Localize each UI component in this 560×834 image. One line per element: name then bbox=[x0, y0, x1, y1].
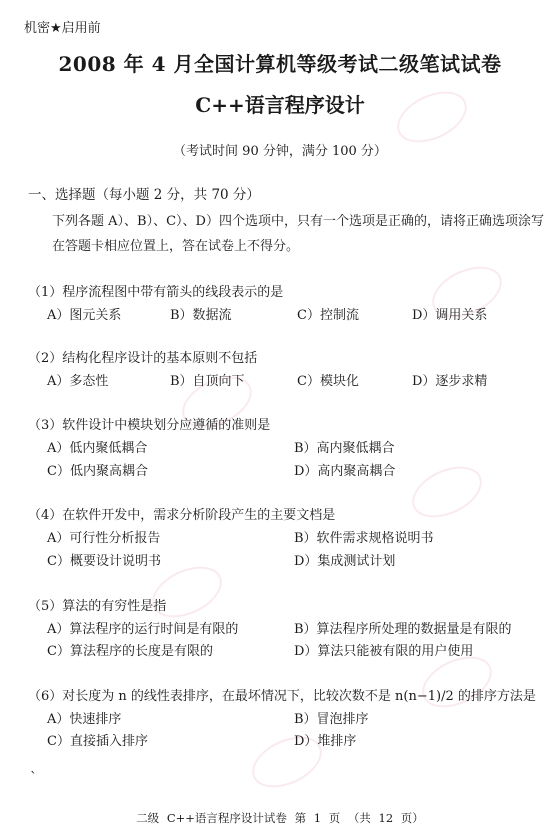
confidential-label: 机密★启用前 bbox=[24, 21, 101, 36]
question-5-option-a: A）算法程序的运行时间是有限的 bbox=[47, 622, 239, 637]
question-3-option-d: D）高内聚高耦合 bbox=[294, 464, 396, 479]
watermark-mark bbox=[404, 456, 490, 527]
question-2-option-a: A）多态性 bbox=[47, 374, 109, 389]
question-4-stem: （4）在软件开发中，需求分析阶段产生的主要文档是 bbox=[28, 508, 336, 523]
question-6-option-d: D）堆排序 bbox=[294, 734, 357, 749]
question-1-option-b: B）数据流 bbox=[170, 308, 232, 323]
exam-subtitle: C++语言程序设计 bbox=[195, 93, 365, 117]
question-4-option-a: A）可行性分析报告 bbox=[47, 531, 161, 546]
question-5-option-b: B）算法程序所处理的数据量是有限的 bbox=[294, 622, 512, 637]
question-1-stem: （1）程序流程图中带有箭头的线段表示的是 bbox=[28, 285, 284, 300]
question-2-option-b: B）自顶向下 bbox=[170, 374, 245, 389]
question-3-option-c: C）低内聚高耦合 bbox=[47, 464, 148, 479]
section-heading: 一、选择题（每小题 2 分，共 70 分） bbox=[28, 187, 260, 203]
exam-title: 2008 年 4 月全国计算机等级考试二级笔试试卷 bbox=[58, 52, 502, 76]
question-5-option-c: C）算法程序的长度是有限的 bbox=[47, 644, 213, 659]
question-6-option-a: A）快速排序 bbox=[47, 712, 122, 727]
question-3-stem: （3）软件设计中模块划分应遵循的准则是 bbox=[28, 418, 271, 433]
question-5-option-d: D）算法只能被有限的用户使用 bbox=[294, 644, 474, 659]
question-6-stem: （6）对长度为 n 的线性表排序，在最坏情况下，比较次数不是 n(n−1)/2 的排序方法是 bbox=[28, 689, 536, 704]
question-2-stem: （2）结构化程序设计的基本原则不包括 bbox=[28, 351, 258, 366]
question-3-option-b: B）高内聚低耦合 bbox=[294, 441, 395, 456]
question-1-option-c: C）控制流 bbox=[297, 308, 359, 323]
question-2-option-c: C）模块化 bbox=[297, 374, 359, 389]
question-1-option-a: A）图元关系 bbox=[47, 308, 122, 323]
question-1-option-d: D）调用关系 bbox=[412, 308, 488, 323]
question-6-option-b: B）冒泡排序 bbox=[294, 712, 369, 727]
page-footer: 二级 C++语言程序设计试卷 第 1 页 （共 12 页） bbox=[136, 811, 424, 825]
time-note: （考试时间 90 分钟，满分 100 分） bbox=[173, 144, 387, 159]
question-2-option-d: D）逐步求精 bbox=[412, 374, 488, 389]
question-5-stem: （5）算法的有穷性是指 bbox=[28, 599, 167, 614]
question-4-option-c: C）概要设计说明书 bbox=[47, 554, 161, 569]
question-4-option-d: D）集成测试计划 bbox=[294, 554, 396, 569]
instruction-line-1: 下列各题 A）、B）、C）、D）四个选项中，只有一个选项是正确的，请将正确选项涂写 bbox=[52, 214, 544, 229]
question-6-option-c: C）直接插入排序 bbox=[47, 734, 148, 749]
question-3-option-a: A）低内聚低耦合 bbox=[47, 441, 148, 456]
instruction-line-2: 在答题卡相应位置上，答在试卷上不得分。 bbox=[52, 239, 300, 254]
stray-mark: ˋ bbox=[30, 770, 37, 786]
question-4-option-b: B）软件需求规格说明书 bbox=[294, 531, 434, 546]
